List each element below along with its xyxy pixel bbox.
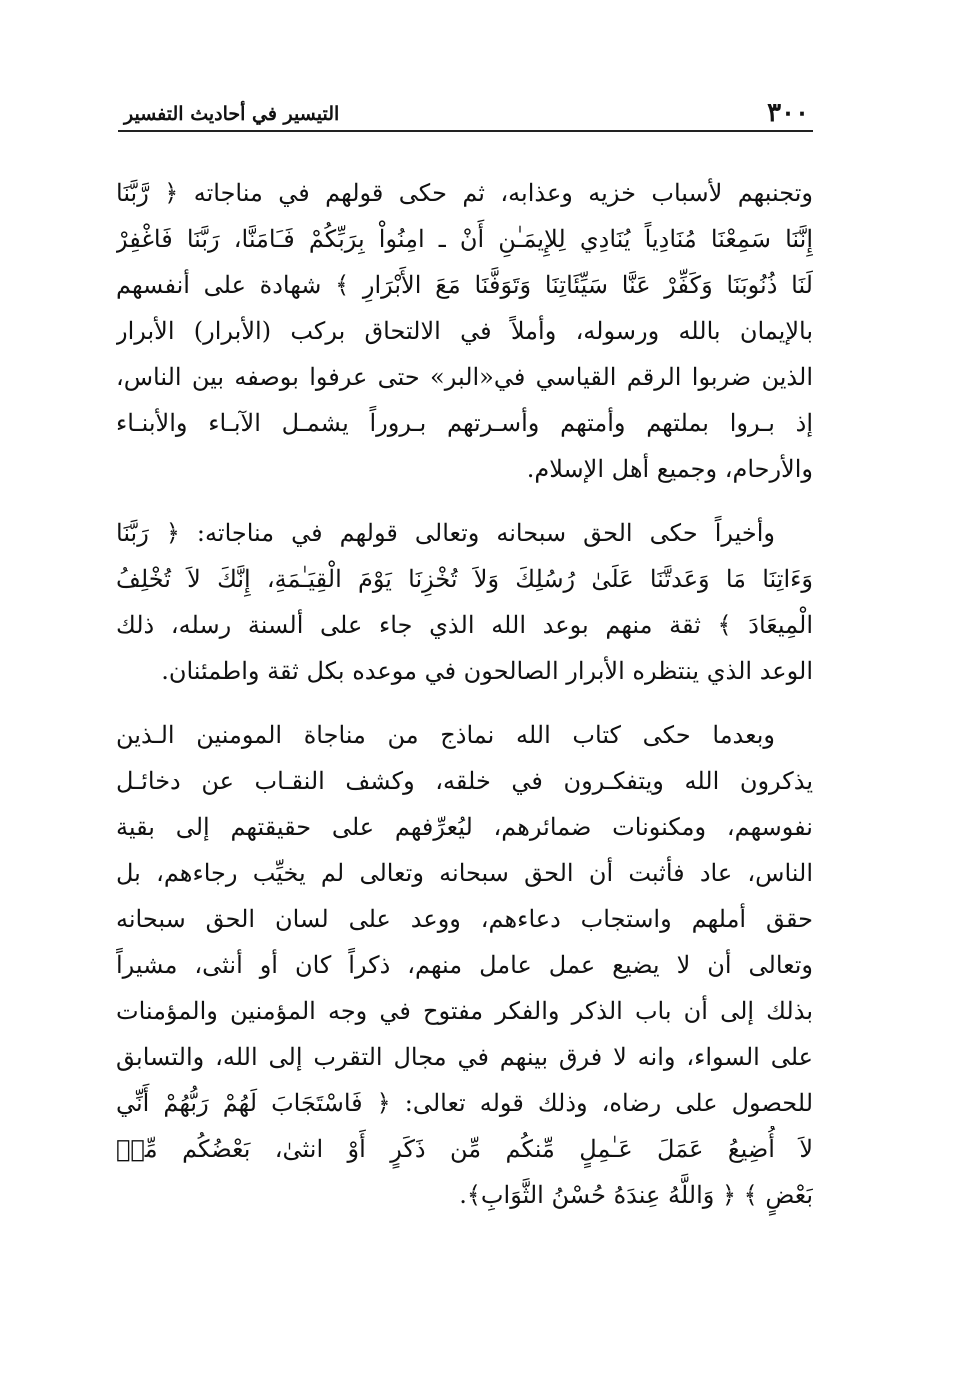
page-header: [118, 96, 813, 132]
text-line: وتجنبهم لأسباب خزيه وعذابه، ثم حكى قولهم في مناجاته ﴿ رَّبَّنَا: [116, 179, 813, 207]
text-line: بَعْضٍ ﴾ ﴿ وَاللَّهُ عِندَهُ حُسْنُ الثَّوَابِ﴾.: [459, 1181, 813, 1209]
text-line: لاَ أُضِيعُ عَمَلَ عَـٰمِلٍ مِّنكُم مِّن ذَكَرٍ أَوْ انثىٰ، بَعْضُكُم مِّنۢ: [116, 1135, 813, 1163]
text-line: إِنَّنَا سَمِعْنَا مُنَادِياً يُنَادِي لِلإِيمَـٰنِ أَنْ ـ امِنُواْ بِرَبِّكُمْ فَـَامَنَّا، رَبَّنَا فَاغْفِرْ: [116, 225, 813, 253]
text-line: إذ بـروا بملتهم وأمتهم وأسـرتهم بـروراً يشمـل الآبـاء والأبنـاء: [116, 409, 813, 437]
page-number: ٣٠٠: [767, 98, 809, 128]
text-line: نفوسهم، ومكنونات ضمائرهم، ليُعرِّفهم على حقيقتهم إلى بقية: [116, 813, 813, 841]
text-line: بالإيمان بالله ورسوله، وأملاً في الالتحاق بركب (الأبرار) الأبرار: [116, 317, 813, 345]
text-line: وَءَاتِنَا مَا وَعَدتَّنَا عَلَىٰ رُسُلِكَ وَلاَ تُخْزِنَا يَوْمَ الْقِيَـٰمَةِ، إِنَّكَ لاَ تُخْلِفُ: [116, 565, 813, 593]
text-line: الناس، عاد فأثبت أن الحق سبحانه وتعالى لم يخيِّب رجاءهم، بل: [116, 859, 813, 887]
text-line: للحصول على رضاه، وذلك قوله تعالى: ﴿ فَاسْتَجَابَ لَهُمْ رَبُّهُمْ أَنِّي: [116, 1089, 813, 1117]
text-line: وتعالى أن لا يضيع عمل عامل منهم، ذكراً كان أو أنثى، مشيراً: [116, 951, 813, 979]
text-line: الذين ضربوا الرقم القياسي في«البر» حتى عرفوا بوصفه بين الناس،: [116, 363, 813, 391]
text-line: الْمِيعَادَ ﴾ ثقة منهم بوعد الله الذي جاء على ألسنة رسله، ذلك: [116, 611, 813, 639]
text-line: حقق أملهم واستجاب دعاءهم، ووعد على لسان الحق سبحانه: [116, 905, 813, 933]
text-line: لَنَا ذُنُوبَنَا وَكَفِّرْ عَنَّا سَيِّئَاتِنَا وَتَوَفَّنَا مَعَ الأَبْرَارِ ﴾ شهادة على أنفسهم: [116, 271, 813, 299]
body-text: [116, 170, 813, 1236]
text-line: وأخيراً حكى الحق سبحانه وتعالى قولهم في مناجاته: ﴿ رَبَّنَا: [116, 519, 775, 547]
text-line: يذكرون الله ويتفكـرون في خلقه، وكشف النقـاب عن دخائـل: [116, 767, 813, 795]
running-title: التيسير في أحاديث التفسير: [124, 103, 340, 125]
text-line: وبعدما حكى كتاب الله نماذج من مناجاة المومنين الـذين: [116, 721, 775, 749]
paragraph-3: [116, 712, 813, 1218]
paragraph-1: [116, 170, 813, 492]
text-line: بذلك إلى أن باب الذكر والفكر مفتوح في وجه المؤمنين والمؤمنات: [116, 997, 813, 1025]
paragraph-2: [116, 510, 813, 694]
text-line: والأرحام، وجميع أهل الإسلام.: [526, 455, 813, 483]
text-line: الوعد الذي ينتظره الأبرار الصالحون في موعده بكل ثقة واطمئنان.: [161, 657, 813, 685]
text-line: على السواء، وانه لا فرق بينهم في مجال التقرب إلى الله، والتسابق: [116, 1043, 813, 1071]
